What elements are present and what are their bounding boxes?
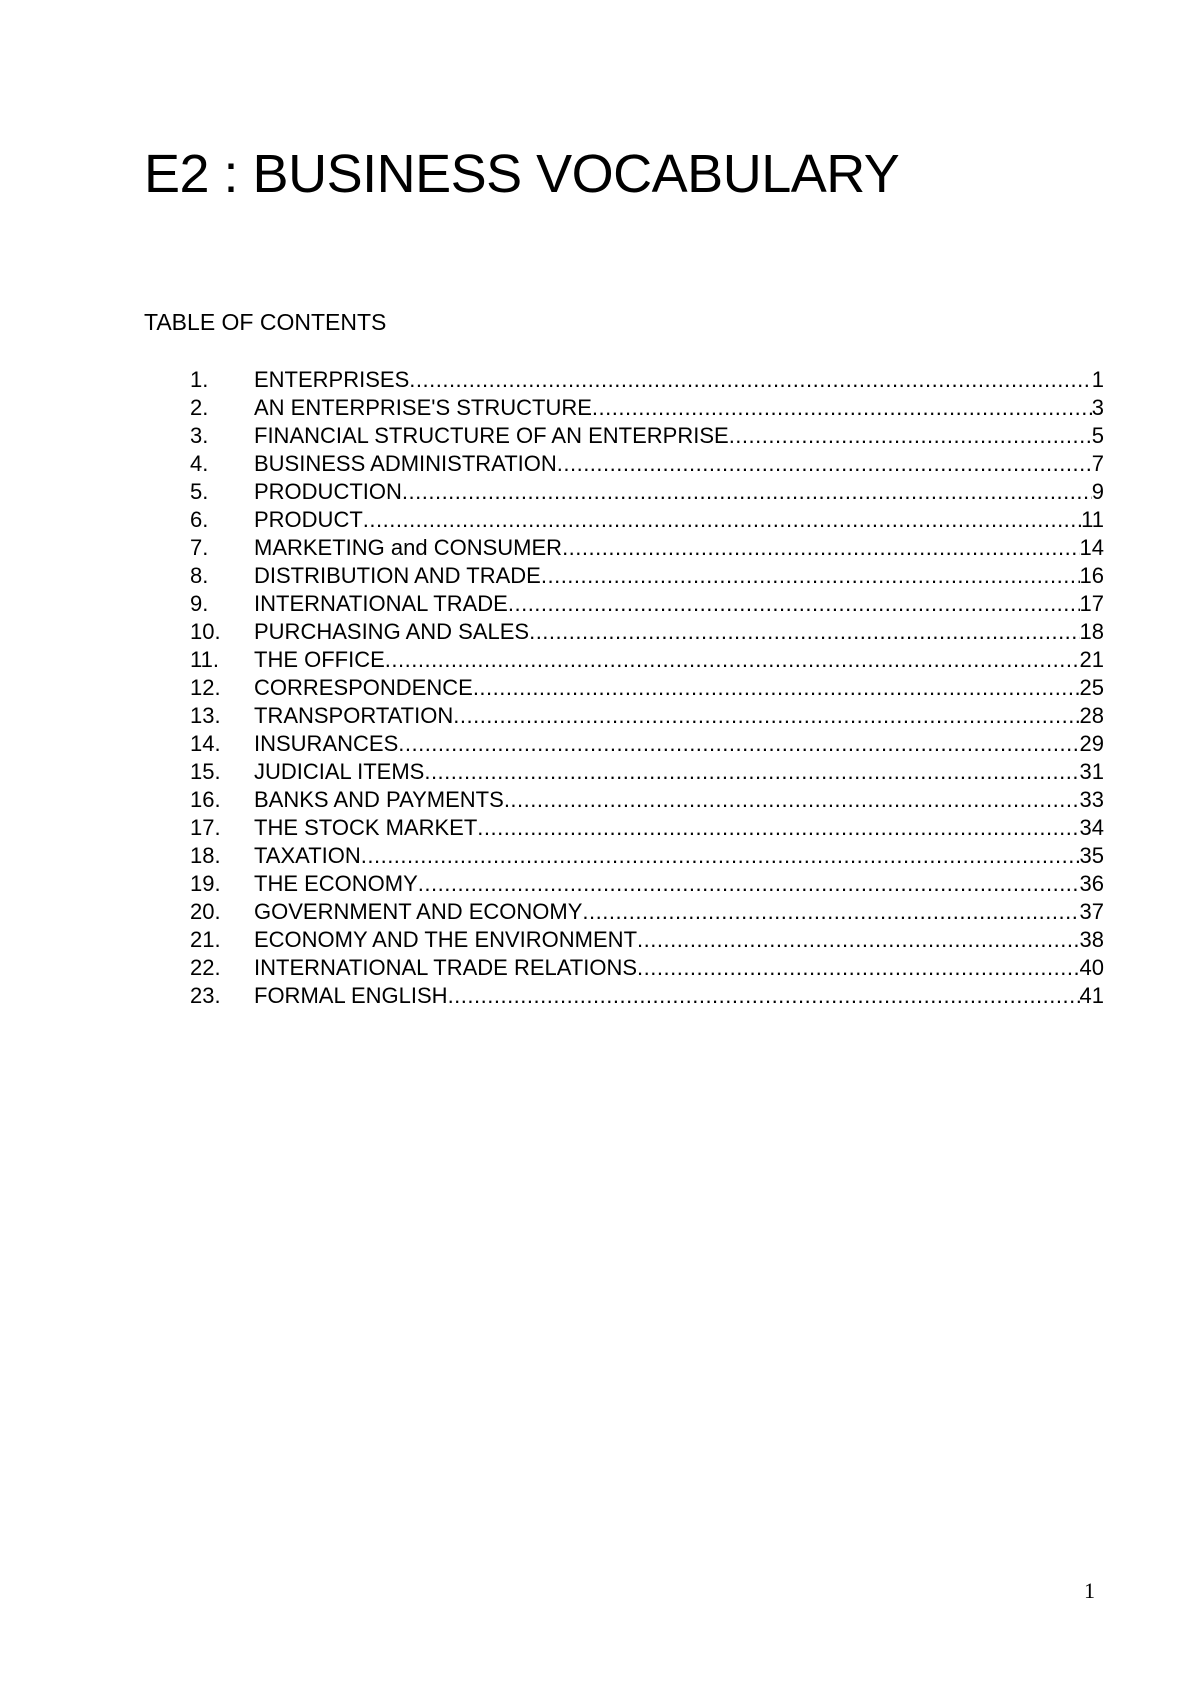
toc-entry[interactable] bbox=[190, 954, 1104, 982]
toc-entry-number: 1. bbox=[190, 367, 209, 392]
toc-dot-leader bbox=[385, 646, 1080, 674]
toc-entry-title: ECONOMY AND THE ENVIRONMENT bbox=[254, 927, 638, 952]
toc-entry-number: 7. bbox=[190, 535, 209, 560]
toc-heading: TABLE OF CONTENTS bbox=[144, 309, 387, 335]
toc-dot-leader bbox=[363, 506, 1081, 534]
toc-entry-title: THE OFFICE bbox=[254, 647, 385, 672]
toc-entry-title: TAXATION bbox=[254, 843, 361, 868]
toc-dot-leader bbox=[398, 730, 1079, 758]
toc-entry-title: FINANCIAL STRUCTURE OF AN ENTERPRISE bbox=[254, 423, 729, 448]
toc-entry[interactable] bbox=[190, 422, 1104, 450]
toc-dot-leader bbox=[557, 450, 1092, 478]
toc-entry[interactable] bbox=[190, 562, 1104, 590]
toc-entry-page: 7 bbox=[1091, 451, 1104, 476]
toc-dot-leader bbox=[582, 898, 1079, 926]
toc-entry-title: MARKETING and CONSUMER bbox=[254, 535, 563, 560]
toc-entry-title: INSURANCES bbox=[254, 731, 399, 756]
toc-dot-leader bbox=[409, 366, 1091, 394]
toc-entry[interactable] bbox=[190, 478, 1104, 506]
toc-entry-page: 1 bbox=[1091, 367, 1104, 392]
toc-dot-leader bbox=[402, 478, 1092, 506]
toc-entry-page: 28 bbox=[1079, 703, 1104, 728]
toc-entry-title: INTERNATIONAL TRADE bbox=[254, 591, 508, 616]
toc-entry-number: 19. bbox=[190, 871, 221, 896]
toc-entry[interactable] bbox=[190, 646, 1104, 674]
toc-entry-title: PRODUCTION bbox=[254, 479, 402, 504]
table-of-contents bbox=[190, 366, 1104, 1010]
toc-entry-page: 18 bbox=[1079, 619, 1104, 644]
toc-entry-number: 11. bbox=[190, 647, 219, 672]
document-title: E2 : BUSINESS VOCABULARY bbox=[144, 144, 900, 204]
toc-entry-number: 3. bbox=[190, 423, 209, 448]
toc-entry-title: AN ENTERPRISE'S STRUCTURE bbox=[254, 395, 592, 420]
toc-dot-leader bbox=[637, 926, 1080, 954]
toc-entry[interactable] bbox=[190, 758, 1104, 786]
toc-entry-number: 6. bbox=[190, 507, 209, 532]
toc-entry-page: 37 bbox=[1079, 899, 1104, 924]
toc-entry[interactable] bbox=[190, 982, 1104, 1010]
toc-entry-page: 41 bbox=[1079, 983, 1104, 1008]
toc-dot-leader bbox=[592, 394, 1092, 422]
toc-dot-leader bbox=[529, 618, 1079, 646]
toc-dot-leader bbox=[424, 758, 1079, 786]
toc-entry-page: 21 bbox=[1079, 647, 1104, 672]
toc-entry-page: 5 bbox=[1091, 423, 1104, 448]
toc-entry-title: PURCHASING AND SALES bbox=[254, 619, 530, 644]
toc-entry-title: THE STOCK MARKET bbox=[254, 815, 478, 840]
toc-entry-number: 10. bbox=[190, 619, 221, 644]
toc-entry-number: 9. bbox=[190, 591, 209, 616]
toc-dot-leader bbox=[562, 534, 1079, 562]
toc-dot-leader bbox=[637, 954, 1079, 982]
toc-entry-page: 38 bbox=[1079, 927, 1104, 952]
toc-entry[interactable] bbox=[190, 730, 1104, 758]
toc-entry[interactable] bbox=[190, 590, 1104, 618]
toc-entry-page: 17 bbox=[1079, 591, 1104, 616]
toc-dot-leader bbox=[361, 842, 1080, 870]
toc-dot-leader bbox=[473, 674, 1080, 702]
toc-entry-title: JUDICIAL ITEMS bbox=[254, 759, 425, 784]
toc-entry-title: BANKS AND PAYMENTS bbox=[254, 787, 504, 812]
toc-entry-number: 21. bbox=[190, 927, 221, 952]
toc-dot-leader bbox=[448, 982, 1080, 1010]
toc-entry-number: 4. bbox=[190, 451, 209, 476]
toc-entry-page: 33 bbox=[1079, 787, 1104, 812]
toc-entry-page: 11 bbox=[1081, 507, 1104, 532]
toc-entry[interactable] bbox=[190, 618, 1104, 646]
toc-entry[interactable] bbox=[190, 786, 1104, 814]
toc-entry-title: FORMAL ENGLISH bbox=[254, 983, 448, 1008]
toc-entry[interactable] bbox=[190, 394, 1104, 422]
toc-entry-page: 31 bbox=[1079, 759, 1104, 784]
toc-entry-title: TRANSPORTATION bbox=[254, 703, 454, 728]
toc-entry[interactable] bbox=[190, 450, 1104, 478]
toc-entry-number: 20. bbox=[190, 899, 221, 924]
toc-dot-leader bbox=[453, 702, 1079, 730]
toc-entry-number: 12. bbox=[190, 675, 221, 700]
toc-dot-leader bbox=[729, 422, 1092, 450]
toc-entry[interactable] bbox=[190, 898, 1104, 926]
toc-entry[interactable] bbox=[190, 814, 1104, 842]
toc-entry[interactable] bbox=[190, 842, 1104, 870]
toc-entry[interactable] bbox=[190, 702, 1104, 730]
toc-entry-title: ENTERPRISES bbox=[254, 367, 410, 392]
toc-entry-number: 16. bbox=[190, 787, 221, 812]
toc-entry-page: 25 bbox=[1079, 675, 1104, 700]
toc-entry-page: 36 bbox=[1079, 871, 1104, 896]
toc-entry-title: BUSINESS ADMINISTRATION bbox=[254, 451, 557, 476]
toc-dot-leader bbox=[504, 786, 1080, 814]
toc-entry-number: 15. bbox=[190, 759, 221, 784]
page-number: 1 bbox=[1084, 1578, 1095, 1603]
toc-entry-number: 14. bbox=[190, 731, 221, 756]
toc-entry-title: DISTRIBUTION AND TRADE bbox=[254, 563, 541, 588]
toc-dot-leader bbox=[508, 590, 1080, 618]
toc-entry-number: 2. bbox=[190, 395, 209, 420]
toc-entry[interactable] bbox=[190, 366, 1104, 394]
toc-dot-leader bbox=[418, 870, 1080, 898]
toc-entry[interactable] bbox=[190, 534, 1104, 562]
toc-entry-page: 29 bbox=[1079, 731, 1104, 756]
toc-entry-number: 22. bbox=[190, 955, 221, 980]
toc-entry[interactable] bbox=[190, 674, 1104, 702]
toc-entry-page: 9 bbox=[1091, 479, 1104, 504]
toc-entry-title: THE ECONOMY bbox=[254, 871, 418, 896]
toc-entry-page: 40 bbox=[1079, 955, 1104, 980]
toc-entry-number: 18. bbox=[190, 843, 221, 868]
toc-entry-title: INTERNATIONAL TRADE RELATIONS bbox=[254, 955, 638, 980]
toc-entry-number: 23. bbox=[190, 983, 221, 1008]
toc-entry-number: 13. bbox=[190, 703, 221, 728]
toc-entry-number: 5. bbox=[190, 479, 209, 504]
toc-entry-page: 16 bbox=[1079, 563, 1104, 588]
toc-dot-leader bbox=[477, 814, 1079, 842]
toc-entry-title: GOVERNMENT AND ECONOMY bbox=[254, 899, 583, 924]
toc-entry-title: PRODUCT bbox=[254, 507, 363, 532]
toc-entry[interactable] bbox=[190, 926, 1104, 954]
toc-entry-page: 34 bbox=[1079, 815, 1104, 840]
toc-entry-number: 17. bbox=[190, 815, 221, 840]
toc-entry[interactable] bbox=[190, 506, 1104, 534]
toc-dot-leader bbox=[541, 562, 1080, 590]
toc-entry-page: 14 bbox=[1079, 535, 1104, 560]
toc-entry-title: CORRESPONDENCE bbox=[254, 675, 473, 700]
toc-entry-page: 35 bbox=[1079, 843, 1104, 868]
toc-entry[interactable] bbox=[190, 870, 1104, 898]
toc-entry-page: 3 bbox=[1091, 395, 1104, 420]
toc-entry-number: 8. bbox=[190, 563, 209, 588]
